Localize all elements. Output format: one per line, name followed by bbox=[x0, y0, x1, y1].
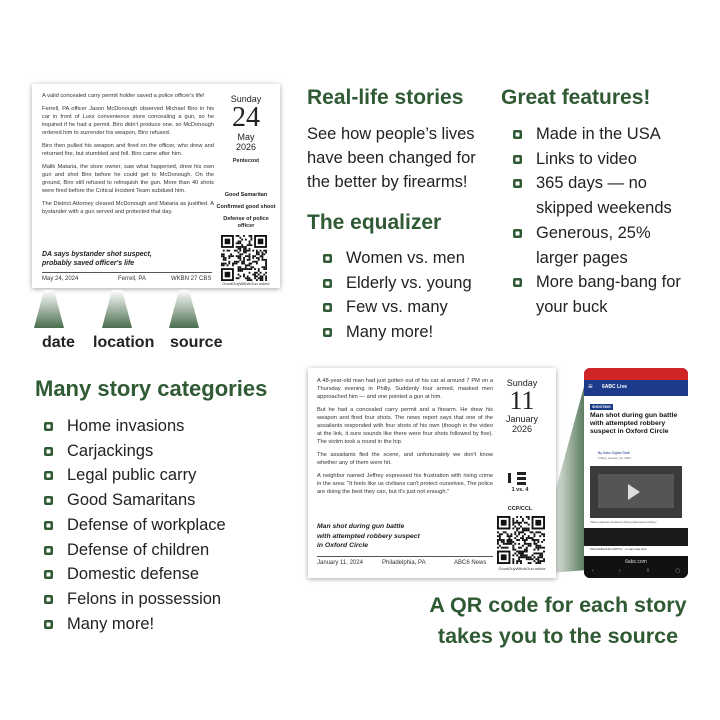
list-item bbox=[512, 147, 681, 172]
card2-headline bbox=[317, 522, 493, 551]
equalizer-item: Few vs. many bbox=[346, 298, 448, 317]
card1-headline-line: probably saved officer's life bbox=[42, 260, 135, 267]
bullet-icon bbox=[43, 520, 54, 531]
list-item bbox=[512, 171, 681, 220]
feature-item-cont: your buck bbox=[536, 297, 608, 316]
card2-story-para: But he had a concealed carry permit and a firearm. He drew his weapon and fired four shots. The news report says that one of the assailants responded with four shots of his own (though in the video at the link, it sure sounds like there were four shots followed by five). The victim took a round in the hip. bbox=[317, 407, 493, 445]
sample-page-card-2 bbox=[308, 368, 556, 578]
real-life-line: See how people’s lives bbox=[307, 125, 475, 143]
bullet-icon bbox=[512, 277, 523, 288]
card1-day-number: 24 bbox=[232, 102, 260, 133]
category-item: Carjackings bbox=[67, 441, 154, 460]
card2-date-block bbox=[496, 378, 548, 435]
phone-headline[interactable]: Man shot during gun battle with attempted robbery suspect in Oxford Circle bbox=[590, 412, 678, 435]
card1-headline bbox=[42, 250, 212, 268]
list-item bbox=[322, 320, 472, 345]
card2-headline-line: with attempted robbery suspect bbox=[317, 532, 420, 540]
card2-year: 2026 bbox=[511, 424, 533, 435]
card2-story bbox=[317, 377, 493, 501]
phone-browser-bar bbox=[584, 556, 688, 578]
card1-footer-rule bbox=[42, 272, 212, 273]
equalizer-item: Many more! bbox=[346, 323, 434, 342]
bullet-icon bbox=[43, 421, 54, 432]
list-item bbox=[322, 246, 472, 271]
bullet-icon bbox=[43, 446, 54, 457]
card1-qr-code[interactable] bbox=[221, 235, 267, 281]
card1-day-of-week: Sunday bbox=[230, 94, 262, 104]
bullet-icon bbox=[512, 178, 523, 189]
feature-item-cont: larger pages bbox=[536, 248, 628, 267]
card1-footer-date: May 24, 2024 bbox=[42, 276, 79, 282]
category-item: Good Samaritans bbox=[67, 491, 196, 510]
phone-screenshot bbox=[584, 368, 688, 578]
card2-odds: 1 vs. 4 bbox=[511, 487, 529, 493]
card1-month: May bbox=[237, 132, 255, 142]
bullet-icon bbox=[512, 129, 523, 140]
list-item bbox=[43, 414, 226, 439]
real-life-line: the better by firearms! bbox=[307, 173, 468, 191]
card2-footer-source: ABC6 News bbox=[454, 560, 487, 566]
bullet-icon bbox=[322, 253, 333, 264]
list-item bbox=[43, 612, 226, 637]
phone-article bbox=[584, 396, 688, 556]
phone-app-header bbox=[584, 380, 688, 396]
bullet-icon bbox=[322, 327, 333, 338]
phone-byline[interactable]: By 6abc Digital Staff bbox=[598, 451, 630, 455]
callout-beam-location bbox=[102, 290, 132, 328]
bullet-icon bbox=[512, 154, 523, 165]
feature-item: Made in the USA bbox=[536, 125, 661, 143]
phone-dateline: Friday, January 12, 2024 bbox=[598, 456, 631, 460]
card2-headline-line: Man shot during gun battle bbox=[317, 523, 405, 530]
list-item bbox=[43, 587, 226, 612]
card2-month: January bbox=[505, 414, 539, 424]
play-icon[interactable] bbox=[628, 484, 640, 500]
list-item bbox=[43, 562, 226, 587]
sample-page-card-1 bbox=[32, 84, 280, 288]
callout-label-location: location bbox=[93, 334, 155, 351]
callout-label-source: source bbox=[170, 334, 223, 351]
feature-item-cont: skipped weekends bbox=[536, 199, 672, 218]
categories-title: Many story categories bbox=[35, 376, 268, 401]
card2-story-para: The assailants fled the scene, and unfortunately we don't know whether any of them were hit. bbox=[317, 452, 493, 466]
tabs-icon[interactable]: ▢ bbox=[675, 568, 680, 574]
category-item: Domestic defense bbox=[67, 565, 200, 584]
card2-qr-code[interactable] bbox=[497, 516, 545, 564]
great-features-title: Great features! bbox=[501, 86, 651, 109]
card2-day-number: 11 bbox=[509, 386, 535, 415]
list-item bbox=[512, 270, 681, 319]
card2-footer-date: January 11, 2024 bbox=[317, 560, 363, 566]
card2-qr-caption: GoodGuyWithAGun.online bbox=[498, 566, 546, 571]
card1-tag: Good Samaritan bbox=[224, 192, 268, 198]
qr-tagline bbox=[408, 590, 708, 652]
features-list bbox=[512, 122, 681, 320]
real-life-stories-title: Real-life stories bbox=[307, 86, 464, 109]
card2-tag: CCP/CCL bbox=[507, 506, 533, 512]
category-item: Home invasions bbox=[67, 417, 185, 435]
category-item: Legal public carry bbox=[67, 466, 197, 485]
bullet-icon bbox=[322, 302, 333, 313]
bullet-icon bbox=[322, 278, 333, 289]
callout-label-date: date bbox=[42, 334, 75, 351]
list-item bbox=[43, 439, 226, 464]
qr-tagline-line: A QR code for each story bbox=[429, 593, 687, 617]
card1-tag: Defense of police officer bbox=[223, 216, 269, 229]
bullet-icon bbox=[43, 495, 54, 506]
card1-date-block bbox=[218, 94, 274, 164]
video-caption: Video captures shootout during attempted robbery bbox=[590, 520, 657, 524]
card1-footer-source: WKBN 27 CBS bbox=[171, 276, 212, 282]
equalizer-list bbox=[322, 246, 472, 345]
card1-footer-location: Ferrell, PA bbox=[118, 276, 146, 282]
card1-headline-line: DA says bystander shot suspect, bbox=[42, 251, 152, 258]
card2-story-para: A 48-year-old man had just gotten out of his car at around 7 PM on a Thursday evening in Philly. Suddenly four armed, masked men approached him — and one pointed a gun at him. bbox=[317, 378, 493, 400]
card2-footer-rule bbox=[317, 556, 493, 557]
list-item bbox=[322, 295, 472, 320]
real-life-stories-body bbox=[307, 122, 476, 194]
list-item bbox=[43, 488, 226, 513]
back-icon[interactable]: ‹ bbox=[592, 568, 594, 574]
card2-footer-location: Philadelphia, PA bbox=[382, 560, 426, 566]
card1-story-para: Biro then pulled his weapon and fired on the officer, who drew and returned fire, but stumbled and fell. Biro came after him. bbox=[42, 143, 214, 157]
feature-item: Links to video bbox=[536, 149, 637, 168]
list-item bbox=[512, 221, 681, 270]
card1-year: 2026 bbox=[235, 142, 257, 153]
callout-beam-date bbox=[34, 290, 64, 328]
bullet-icon bbox=[43, 619, 54, 630]
category-item: Defense of children bbox=[67, 540, 210, 559]
list-item bbox=[322, 271, 472, 296]
forward-icon[interactable]: › bbox=[618, 568, 621, 574]
category-item: Many more! bbox=[67, 614, 155, 633]
feature-item: More bang-bang for bbox=[536, 273, 681, 292]
browser-nav-icons bbox=[592, 568, 680, 574]
category-item: Defense of workplace bbox=[67, 515, 226, 534]
phone-snippet: PHILADELPHIA (WPVI) -- A man was shot bbox=[590, 547, 647, 551]
card1-tag: Confirmed good shoot bbox=[216, 204, 276, 210]
feature-item: 365 days — no bbox=[536, 174, 647, 193]
equalizer-item: Elderly vs. young bbox=[346, 273, 472, 292]
bullet-icon bbox=[43, 594, 54, 605]
figures-icon bbox=[505, 471, 531, 485]
callout-beam-source bbox=[169, 290, 199, 328]
card2-headline-line: in Oxford Circle bbox=[317, 542, 368, 549]
equalizer-item: Women vs. men bbox=[346, 249, 465, 267]
card1-qr-caption: GoodGuyWithAGun.online bbox=[222, 281, 270, 286]
hamburger-icon[interactable]: ≡ bbox=[588, 382, 593, 391]
bullet-icon bbox=[512, 228, 523, 239]
url-bar[interactable]: 6abc.com bbox=[625, 559, 647, 565]
card2-story-para: A neighbor named Jeffrey expressed his frustration with rising crime in the area: "It feels like us civilians can't protect ourselves. The police are doing the best they can, but it's just not enough." bbox=[317, 473, 493, 495]
bullet-icon bbox=[43, 470, 54, 481]
card1-story bbox=[42, 92, 214, 221]
card1-story-para: Ferrell, PA officer Jason McDonough observed Michael Biro in his car in front of Luxx convenience store concealing a gun, so he inquired if he had a permit. Biro didn't produce one, so McDonough ordered him to surrender his weapon, Biro refused. bbox=[42, 106, 214, 136]
category-item: Felons in possession bbox=[67, 589, 222, 608]
real-life-line: have been changed for bbox=[307, 149, 476, 167]
card1-story-para: Malik Mataria, the store owner, saw what happened, drew his own gun and shot Biro before he could get to McDonough. On the ground, Biro still refused to relinquish the gun. More than 40 shots were fired before the Critical Incident Team subdued him. bbox=[42, 164, 214, 194]
card2-day-of-week: Sunday bbox=[506, 378, 538, 388]
equalizer-title: The equalizer bbox=[307, 211, 442, 234]
card1-story-para: A valid concealed carry permit holder saved a police officer's life! bbox=[42, 93, 205, 99]
categories-list bbox=[43, 414, 226, 636]
bullet-icon bbox=[43, 545, 54, 556]
bullet-icon bbox=[43, 569, 54, 580]
list-item bbox=[512, 122, 681, 147]
qr-tagline-line: takes you to the source bbox=[437, 624, 679, 648]
video-thumbnail[interactable] bbox=[590, 466, 682, 518]
share-icon[interactable]: ⇪ bbox=[645, 568, 651, 574]
list-item bbox=[43, 538, 226, 563]
phone-header-title: 6ABC Live bbox=[602, 384, 628, 390]
ad-block bbox=[584, 528, 688, 546]
list-item bbox=[43, 513, 226, 538]
card1-story-para: The District Attorney cleared McDonough and Mataria as justified. A bystander with a gun served and protected that day. bbox=[42, 201, 214, 215]
card1-holiday: Pentecost bbox=[232, 157, 260, 164]
feature-item: Generous, 25% bbox=[536, 223, 651, 242]
phone-category-badge: SHOOTING bbox=[592, 405, 611, 409]
callout-beams bbox=[30, 288, 230, 330]
list-item bbox=[43, 463, 226, 488]
phone-status-bar bbox=[584, 368, 688, 380]
